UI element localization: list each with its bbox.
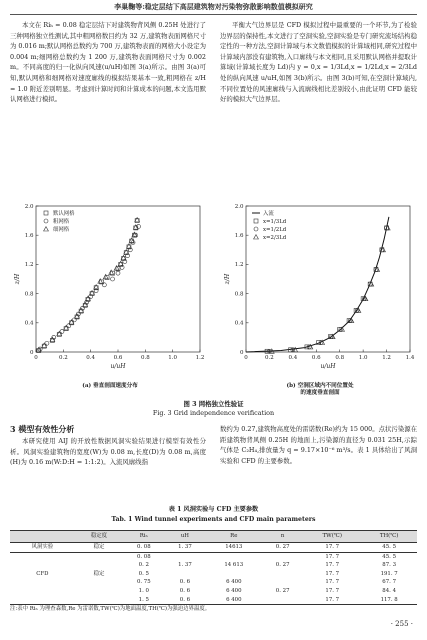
table-cell — [262, 570, 303, 579]
legend-swatch — [44, 219, 48, 223]
x-tick-label: 0 — [244, 355, 248, 361]
right-column — [220, 20, 417, 105]
table-cell: CFD — [36, 570, 49, 577]
table-cell — [75, 587, 124, 596]
table-cell: 0. 27 — [275, 587, 290, 594]
table-cell: 87. 3 — [382, 562, 396, 569]
table-header-cell: TW(℃) — [303, 531, 361, 543]
table-cell: 风洞实验 — [10, 543, 75, 553]
table-cell: 17. 7 — [325, 553, 340, 560]
y-tick-label: 0 — [240, 349, 244, 356]
x-tick-label: 0.4 — [86, 355, 96, 361]
x-axis-label: u/uH — [320, 363, 336, 370]
table-cell: 67. 7 — [382, 579, 396, 586]
figure-caption-en: Fig. 3 Grid independence verification — [152, 409, 275, 417]
x-axis-label: u/uH — [110, 363, 126, 370]
legend-label: x=2/3Ld — [263, 235, 287, 241]
y-axis-label: z/H — [14, 273, 21, 285]
table-cell: 0. 6 — [179, 587, 191, 594]
table-cell: 6 400 — [226, 579, 242, 586]
section-left-column — [10, 436, 206, 468]
y-tick-label: 0.4 — [234, 320, 244, 327]
data-point — [111, 277, 115, 281]
table-row — [10, 543, 417, 553]
table-header-cell: n — [262, 531, 303, 543]
table-row — [10, 561, 417, 570]
data-point — [116, 271, 120, 275]
data-point — [45, 341, 49, 345]
data-point — [135, 217, 140, 221]
table-caption-en: Tab. 1 Wind tunnel experiments and CFD main parameters — [111, 516, 316, 523]
data-point — [121, 255, 126, 259]
table-cell: 0. 2 — [138, 562, 149, 569]
table-header-row — [10, 531, 417, 543]
legend-label: x=1/2Ld — [263, 227, 287, 233]
table-cell: 0. 08 — [123, 543, 164, 553]
x-tick-label: 1.4 — [405, 355, 415, 361]
table-cell — [10, 587, 75, 596]
panel-b-caption-line1: (b) 空洞区域内不同位置处 — [286, 383, 354, 389]
y-tick-label: 1.6 — [234, 233, 244, 239]
data-point — [127, 244, 132, 248]
table-cell: 17. 7 — [303, 596, 361, 605]
y-tick-label: 0.8 — [24, 291, 34, 298]
table-cell: 0. 6 — [179, 579, 191, 586]
table-row — [10, 587, 417, 596]
chart-a — [10, 200, 210, 380]
legend-label: x=1/3Ld — [263, 219, 287, 225]
data-point — [109, 270, 114, 274]
table-cell: 14613 — [205, 543, 262, 553]
table-cell: 6 400 — [226, 587, 242, 594]
table-cell — [10, 578, 75, 587]
table-cell — [164, 570, 205, 579]
data-point — [129, 238, 134, 242]
table-cell — [75, 552, 124, 561]
table-cell — [10, 561, 75, 570]
data-point — [133, 225, 138, 229]
header-rule — [10, 14, 417, 15]
paragraph: 本文在 Riₕ = 0.08 稳定层结下对建筑物背风侧 0.25H 处进行了三种网格独立性测试,其中粗网格数目约为 32 万,建筑物表面网格尺寸为 0.016 m;默认网格总数约为 700 万,建筑物表面的网格大小设定为 0.004 m;细网格总数约为 1 200 万,建筑物表面网格尺寸为 0.002 m。不同高度的归一化纵向风速(u/uH)如图 3(a)所示。由图 3(a)可知,默认网格和细网格对速度廓线的模拟结果基本一致,粗网格在 z/H = 1.0 附近差别明显。考虑到计算时间和计算成本的问题,本文选用默认网格进行模拟。 — [10, 21, 206, 104]
y-tick-label: 1.2 — [24, 262, 34, 269]
data-point — [90, 290, 95, 294]
table-cell: 117. 8 — [361, 596, 417, 605]
table-row — [10, 552, 417, 561]
x-tick-label: 0 — [34, 355, 38, 361]
table-cell: 0. 08 — [136, 553, 151, 560]
legend-swatch — [44, 211, 48, 215]
table-cell: 45. 5 — [361, 543, 417, 553]
table-cell: 0. 27 — [275, 562, 290, 569]
table-note: 注:表中 Riₕ 为理查森数,Re 为雷诺数,TW(℃)为地面温度,TH(℃)为强迫边界温度。 — [10, 606, 211, 612]
table-cell: 1. 5 — [123, 596, 164, 605]
table-header-cell: 稳定度 — [75, 531, 124, 543]
left-column — [10, 20, 206, 105]
x-tick-label: 0.4 — [288, 355, 298, 361]
figure-caption-cn: 图 3 网格独立性验证 — [183, 400, 244, 408]
legend-swatch — [44, 227, 49, 231]
legend-label: 细网格 — [53, 227, 70, 233]
panel-a-caption: (a) 垂直剖面速度分布 — [82, 383, 138, 389]
table-cell: 14 613 — [224, 562, 244, 569]
y-tick-label: 1.6 — [24, 233, 34, 239]
table-cell: 17. 7 — [325, 562, 340, 569]
table-header-cell: Riₕ — [123, 531, 164, 543]
legend-swatch — [254, 219, 258, 223]
table-cell: 17. 7 — [325, 579, 340, 586]
table-header-cell: TH(℃) — [361, 531, 417, 543]
section-title: 3 模型有效性分析 — [10, 424, 75, 434]
table-cell: 17. 7 — [325, 587, 340, 594]
table-cell: 17. 7 — [325, 570, 340, 577]
running-header: 李巢鞠等:稳定层结下高层建筑物对污染物弥散影响数值模拟研究 — [114, 2, 313, 11]
legend-swatch — [254, 235, 259, 239]
section-right-column — [220, 424, 417, 466]
paragraph: 本研究使用 AIJ 的开放性数据风洞实验结果进行模型有效性分析。风洞实验建筑物的宽度(W)为 0.08 m,长度(D)为 0.08 m,高度(H)为 0.16 m(W:D:H = 1:1:2)。入流风廓线指 — [10, 437, 206, 467]
table-cell: 17. 7 — [303, 543, 361, 553]
chart-b — [220, 200, 420, 380]
x-tick-label: 1.2 — [195, 355, 205, 361]
data-point — [124, 250, 129, 254]
legend-label: 入流 — [263, 211, 274, 217]
x-tick-label: 0.8 — [140, 355, 150, 361]
table-cell: 0. 75 — [136, 579, 151, 586]
panel-b-caption-line2: 的速度垂直剖面 — [300, 390, 340, 396]
y-axis-label: z/H — [224, 273, 231, 285]
x-tick-label: 0.6 — [113, 355, 123, 361]
table-caption-cn: 表 1 风洞实验与 CFD 主要参数 — [168, 506, 259, 513]
table-cell — [10, 552, 75, 561]
y-tick-label: 0 — [30, 349, 34, 356]
table-cell — [205, 570, 262, 579]
table-cell — [75, 578, 124, 587]
table-cell: 稳定 — [75, 543, 124, 553]
table-cell: 0. 27 — [262, 543, 303, 553]
data-point — [98, 279, 103, 283]
table-row — [10, 570, 417, 579]
table-cell — [75, 561, 124, 570]
table-cell — [262, 552, 303, 561]
table-header-cell: uH — [164, 531, 205, 543]
table-header-cell — [10, 531, 75, 543]
table-cell: 1. 0 — [138, 587, 149, 594]
y-tick-label: 0.4 — [24, 320, 34, 327]
legend-label: 粗网格 — [53, 219, 70, 225]
table-cell: 稳定 — [93, 570, 105, 577]
x-tick-label: 1.0 — [168, 355, 178, 361]
table-cell — [205, 552, 262, 561]
x-tick-label: 0.2 — [265, 355, 274, 361]
x-tick-label: 0.2 — [58, 355, 68, 361]
table-cell: 0. 6 — [164, 596, 205, 605]
table-cell — [262, 578, 303, 587]
x-tick-label: 0.8 — [335, 355, 345, 361]
table-cell: 45. 5 — [382, 553, 396, 560]
data-point — [114, 266, 119, 270]
data-point — [94, 285, 99, 289]
x-tick-label: 0.6 — [311, 355, 321, 361]
paragraph: 平衡大气边界层是 CFD 模拟过程中最重要的一个环节,为了检验边界层的保持性,本文进行了空洞实验,空洞实验是专门研究流场结构稳定性的一种方法,空洞计算域与本文数值模拟的计算域相同,研究过程中计算域内部没有建筑物,入口廓线与本文相同,且采用默认网格并提取计算域(计算域长度为 Ld)内 y = 0,x = 1/3Ld,x = 1/2Ld,x = 2/3Ld 处的纵向风速 u/uH,如图 3(b)所示。由图 3(b)可知,在空洞计算域内,不同位置处的风速廓线与入流廓线相比差别较小,由此证明 CFD 能较好的模拟大气边界层。 — [220, 21, 417, 104]
page-number: · 255 · — [390, 620, 413, 628]
table-header-cell: Re — [205, 531, 262, 543]
y-tick-label: 2.0 — [24, 203, 34, 210]
table-cell: 84. 4 — [382, 587, 396, 594]
paragraph: 数约为 0.27,建筑物高度处的雷诺数(Re)约为 15 000。点状污染源在距建筑物背风侧 0.25H 的地面上,污染源的直径为 0.031 25H,示踪气体是 C₂H₄,排放量为 q = 9.17×10⁻⁶ m³/s。表 1 具体给出了风洞实验和 CFD 的主要参数。 — [220, 425, 417, 465]
x-tick-label: 1.0 — [358, 355, 368, 361]
y-tick-label: 1.2 — [234, 262, 244, 269]
data-point — [118, 261, 123, 265]
parameter-table — [10, 530, 417, 605]
data-point — [132, 232, 137, 236]
table-cell: 0. 5 — [138, 570, 149, 577]
legend-label: 默认网格 — [53, 211, 75, 217]
table-cell — [164, 552, 205, 561]
table-cell: 1. 37 — [178, 562, 192, 569]
y-tick-label: 0.8 — [234, 291, 244, 298]
table-row — [10, 578, 417, 587]
legend-swatch — [254, 227, 258, 231]
y-tick-label: 2.0 — [234, 203, 244, 210]
table-cell: 1. 37 — [164, 543, 205, 553]
table-cell: 6 400 — [205, 596, 262, 605]
table-cell: 191. 7 — [380, 570, 398, 577]
x-tick-label: 1.2 — [382, 355, 391, 361]
data-point — [103, 274, 108, 278]
table-cell — [262, 596, 303, 605]
